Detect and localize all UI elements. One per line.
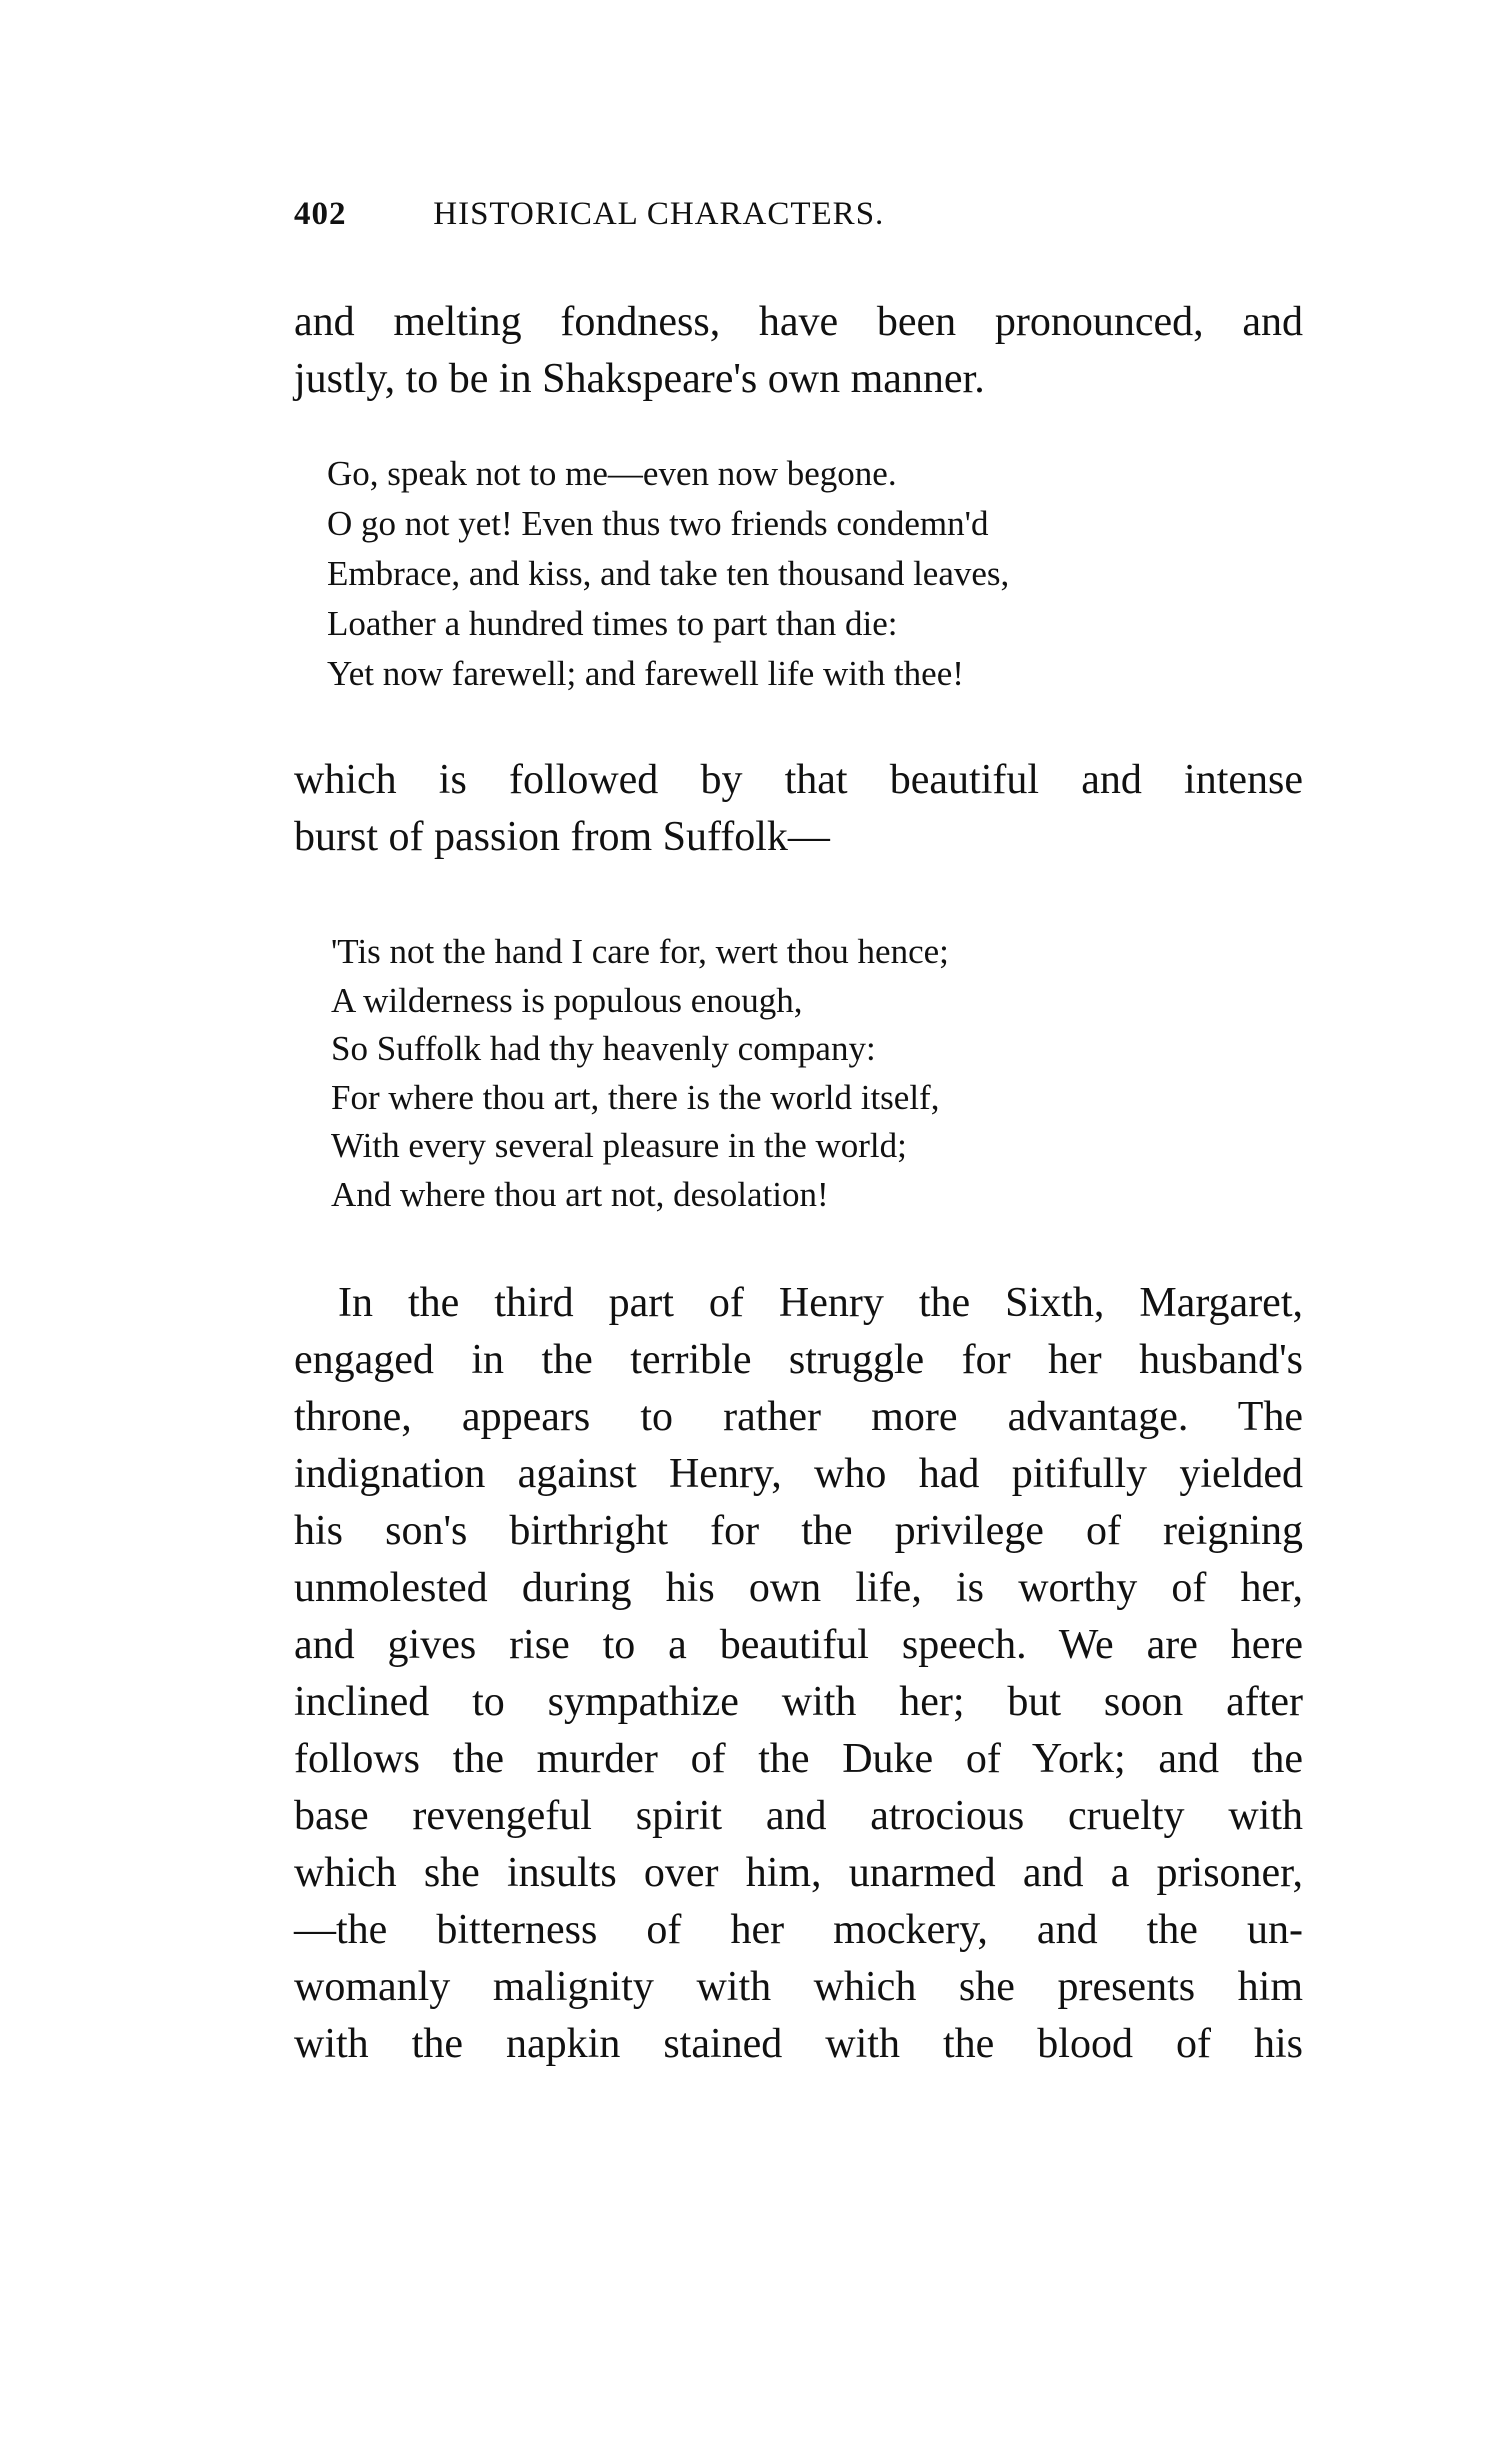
page-number: 402	[294, 196, 347, 232]
text-line: justly, to be in Shakspeare's own manner.	[294, 356, 985, 402]
text-line: inclined to sympathize with her; but soon after	[294, 1679, 1303, 1725]
verse-line: 'Tis not the hand I care for, wert thou hence;	[331, 932, 949, 971]
text-line: In the third part of Henry the Sixth, Margaret,	[338, 1280, 1303, 1326]
text-line: throne, appears to rather more advantage. The	[294, 1394, 1303, 1440]
text-line: which is followed by that beautiful and intense	[294, 757, 1303, 803]
verse-line: Loather a hundred times to part than die:	[327, 604, 898, 643]
text-line: unmolested during his own life, is worthy of her,	[294, 1565, 1303, 1611]
text-line: —the bitterness of her mockery, and the un-	[294, 1907, 1303, 1953]
verse-quote-2	[331, 928, 1211, 1219]
text-line: follows the murder of the Duke of York; and the	[294, 1736, 1303, 1782]
text-line: with the napkin stained with the blood of his	[294, 2021, 1303, 2067]
paragraph-1	[294, 294, 1303, 408]
running-title: HISTORICAL CHARACTERS.	[433, 196, 885, 232]
running-header	[294, 196, 1074, 233]
paragraph-2	[294, 752, 1303, 866]
text-line: which she insults over him, unarmed and a prisoner,	[294, 1850, 1303, 1896]
verse-line: Yet now farewell; and farewell life with thee!	[327, 654, 964, 693]
verse-line: Embrace, and kiss, and take ten thousand leaves,	[327, 554, 1010, 593]
verse-line: For where thou art, there is the world itself,	[331, 1077, 940, 1117]
text-line: and melting fondness, have been pronounced, and	[294, 299, 1303, 345]
verse-line: And where thou art not, desolation!	[331, 1174, 829, 1214]
paragraph-3	[294, 1275, 1303, 2073]
verse-line: Go, speak not to me—even now begone.	[327, 454, 897, 493]
text-line: his son's birthright for the privilege of reigning	[294, 1508, 1303, 1554]
text-line: indignation against Henry, who had pitifully yielded	[294, 1451, 1303, 1497]
verse-line: So Suffolk had thy heavenly company:	[331, 1029, 876, 1068]
verse-line: A wilderness is populous enough,	[331, 980, 803, 1020]
verse-line: With every several pleasure in the world;	[331, 1126, 907, 1165]
text-line: and gives rise to a beautiful speech. We are here	[294, 1622, 1303, 1668]
text-line: womanly malignity with which she presents him	[294, 1964, 1303, 2010]
verse-line: O go not yet! Even thus two friends condemn'd	[327, 504, 989, 543]
text-line: burst of passion from Suffolk—	[294, 814, 830, 860]
text-line: base revengeful spirit and atrocious cruelty with	[294, 1793, 1303, 1839]
text-line: engaged in the terrible struggle for her husband's	[294, 1337, 1303, 1383]
verse-quote-1	[327, 449, 1207, 699]
